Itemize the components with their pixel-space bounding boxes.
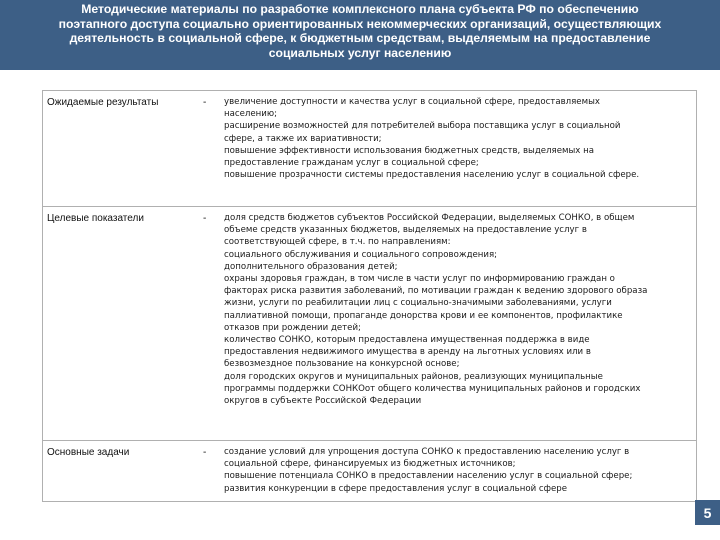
content-line: создание условий для упрощения доступа СОНКО к предоставлению населению услуг в [224,447,630,457]
row-content [224,96,694,181]
table-row-target-indicators [43,207,696,441]
content-line: предоставление гражданам услуг в социальной сфере; [224,158,479,169]
content-line: социального обслуживания и социального сопровождения; [224,249,498,260]
header-line: социальных услуг населению [268,45,452,60]
row-label: Основные задачи [47,447,130,458]
content-line: предоставления недвижимого имущества в аренду на льготных условиях или в [224,347,591,358]
content-line: факторах риска развития заболеваний, по мотивации граждан к ведению здорового образа [224,286,648,297]
header-line: деятельность в социальной сфере, к бюджетным средствам, выделяемым на предоставление [69,31,651,46]
content-line: отказов при рождении детей; [224,322,361,333]
header-line: Методические материалы по разработке комплексного плана субъекта РФ по обеспечению [81,2,639,16]
content-line: увеличение доступности и качества услуг в социальной сфере, предоставляемых [224,97,600,107]
content-line: доля городских округов и муниципальных районов, реализующих муниципальные [224,371,603,382]
row-label: Целевые показатели [47,213,144,224]
page-number: 5 [695,500,720,525]
content-line: доля средств бюджетов субъектов Российской Федерации, выделяемых СОНКО, в общем [224,213,635,223]
table-row-main-tasks [43,441,696,501]
row-dash: - [203,447,207,458]
content-line: паллиативной помощи, пропаганде донорства крови и ее компонентов, профилактике [224,310,623,321]
content-table [42,90,697,502]
content-line: расширение возможностей для потребителей выбора поставщика услуг в социальной [224,121,621,132]
content-line: дополнительного образования детей; [224,261,398,272]
content-line: соответствующей сфере, в т.ч. по направлениям: [224,237,451,248]
content-line: жизни, услуги по реабилитации лиц с социально-значимыми заболеваниями, услуги [224,298,612,309]
content-line: сфере, а также их вариативности; [224,133,382,144]
row-dash: - [203,97,207,108]
content-line: населению; [224,109,278,120]
content-line: повышение прозрачности системы предоставления населению услуг в социальной сфере. [224,170,640,181]
header-line: поэтапного доступа социально ориентированных некоммерческих организаций, осуществляющих [58,16,662,31]
slide-header [0,0,720,70]
row-content [224,212,694,407]
content-line: объеме средств указанных бюджетов, выделяемых на предоставление услуг в [224,225,587,236]
row-content [224,446,694,495]
content-line: округов в субъекте Российской Федерации [224,396,422,407]
table-row-expected-results [43,91,696,207]
content-line: безвозмездное пользование на конкурсной основе; [224,359,460,370]
content-line: охраны здоровья граждан, в том числе в части услуг по информированию граждан о [224,274,615,285]
content-line: программы поддержки СОНКОот общего количества муниципальных районов и городских [224,383,641,394]
row-dash: - [203,213,207,224]
row-label: Ожидаемые результаты [47,97,159,108]
content-line: количество СОНКО, которым предоставлена имущественная поддержка в виде [224,335,590,346]
content-line: повышение потенциала СОНКО в предоставлении населению услуг в социальной сфере; [224,471,633,482]
content-line: социальной сфере, финансируемых из бюджетных источников; [224,459,516,470]
content-line: повышение эффективности использования бюджетных средств, выделяемых на [224,145,594,156]
content-line: развития конкуренции в сфере предоставления услуг в социальной сфере [224,483,567,494]
